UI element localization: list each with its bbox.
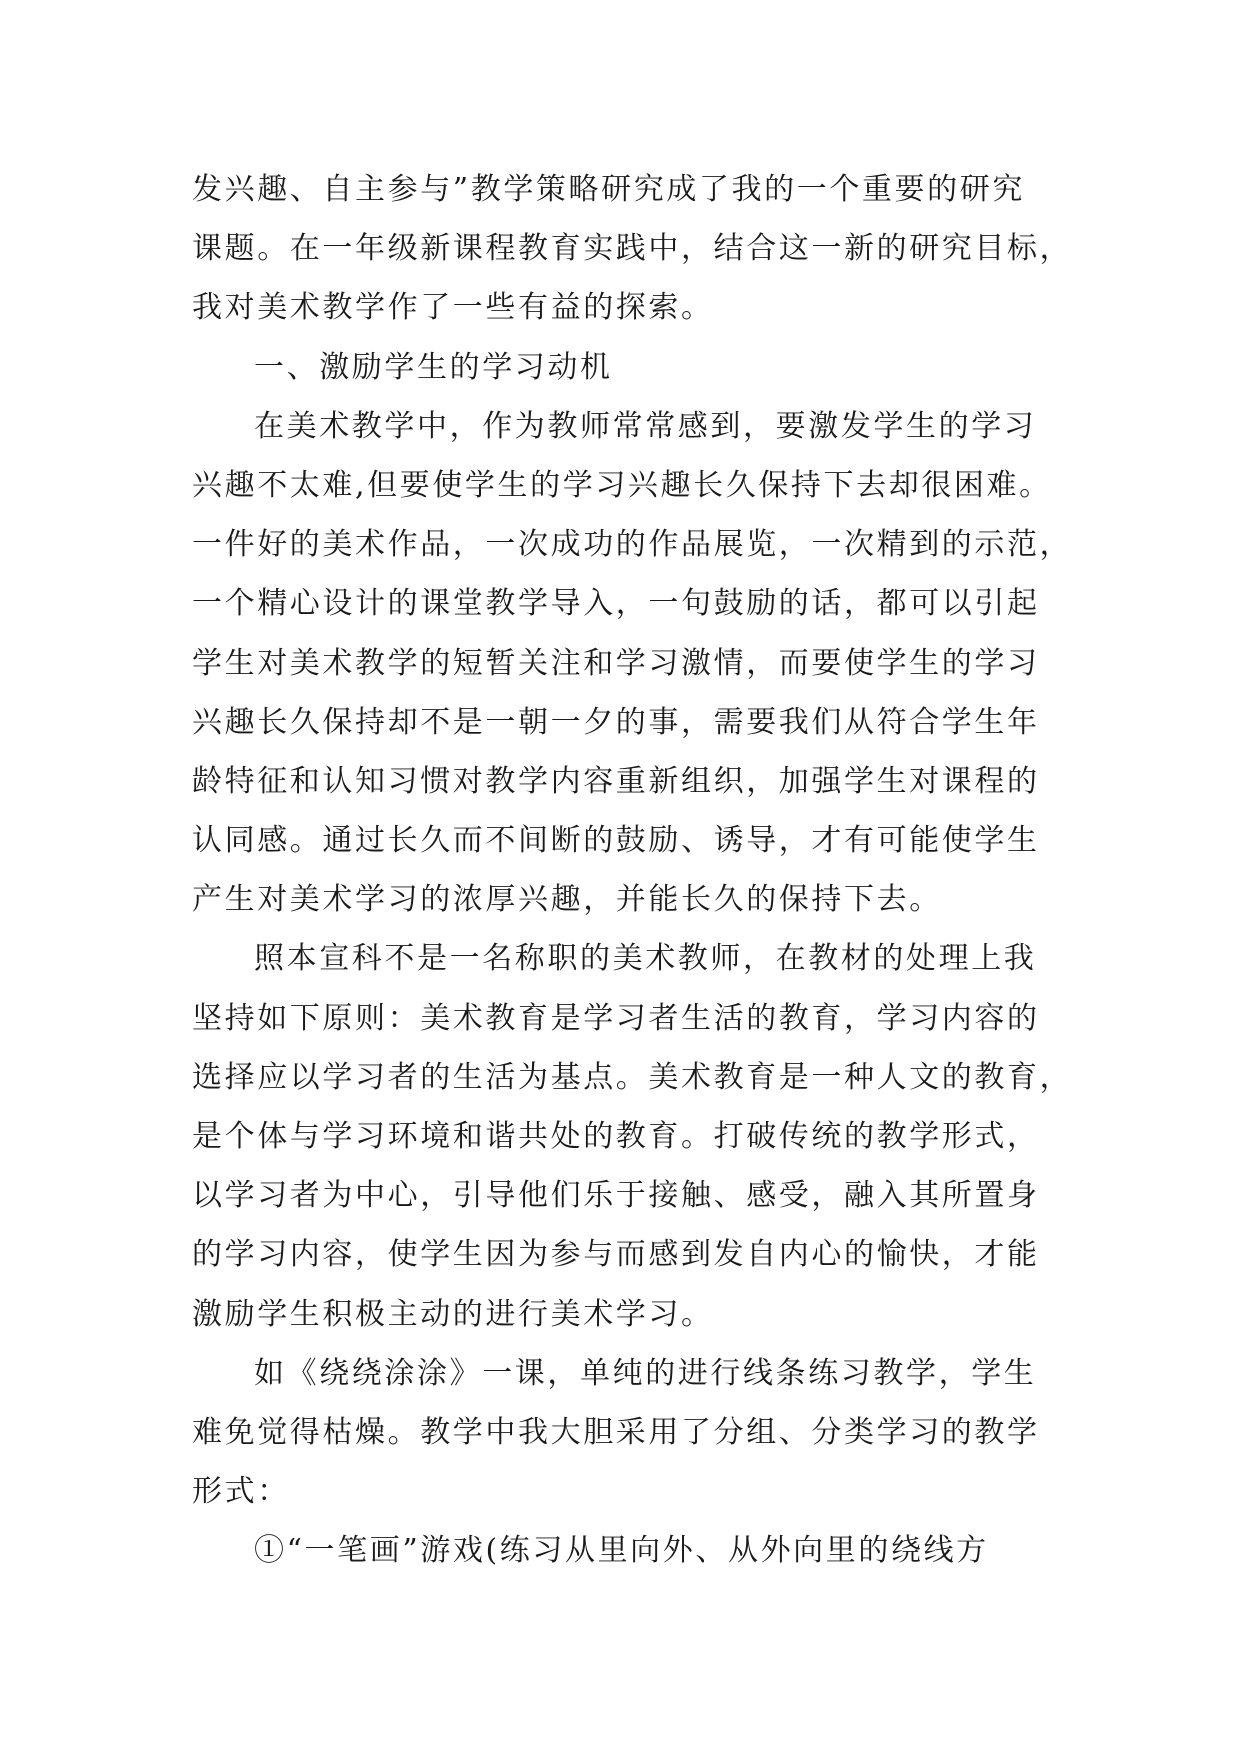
text-line: 龄特征和认知习惯对教学内容重新组织，加强学生对课程的 xyxy=(192,763,1040,799)
text-line: 兴趣长久保持却不是一朝一夕的事，需要我们从符合学生年 xyxy=(192,704,1040,740)
text-line: 在美术教学中，作为教师常常感到，要激发学生的学习 xyxy=(254,408,1037,444)
text-line: 课题。在一年级新课程教育实践中，结合这一新的研究目标， xyxy=(192,231,1073,267)
text-line: 以学习者为中心，引导他们乐于接触、感受，融入其所置身 xyxy=(192,1178,1040,1214)
text-line: 坚持如下原则：美术教育是学习者生活的教育，学习内容的 xyxy=(192,1000,1040,1036)
text-line: 难免觉得枯燥。教学中我大胆采用了分组、分类学习的教学 xyxy=(192,1414,1040,1450)
text-line: 一件好的美术作品，一次成功的作品展览，一次精到的示范， xyxy=(192,527,1073,563)
text-line: 兴趣不太难,但要使学生的学习兴趣长久保持下去却很困难。 xyxy=(192,467,1052,503)
text-line: 选择应以学习者的生活为基点。美术教育是一种人文的教育， xyxy=(192,1059,1073,1095)
text-line: 是个体与学习环境和谐共处的教育。打破传统的教学形式， xyxy=(192,1119,1040,1154)
text-line: 的学习内容，使学生因为参与而感到发自内心的愉快，才能 xyxy=(192,1237,1040,1273)
section-heading: 一、激励学生的学习动机 xyxy=(254,349,613,385)
text-line: 如《绕绕涂涂》一课，单纯的进行线条练习教学，学生 xyxy=(254,1355,1037,1391)
list-item: ①“一笔画”游戏(练习从里向外、从外向里的绕线方 xyxy=(254,1533,989,1569)
text-line: 学生对美术教学的短暂关注和学习激情，而要使学生的学习 xyxy=(192,645,1040,681)
text-line: 激励学生积极主动的进行美术学习。 xyxy=(192,1296,714,1332)
text-line: 我对美术教学作了一些有益的探索。 xyxy=(192,290,714,326)
text-line: 形式： xyxy=(192,1474,290,1510)
text-line: 认同感。通过长久而不间断的鼓励、诱导，才有可能使学生 xyxy=(192,823,1040,859)
text-line: 照本宣科不是一名称职的美术教师，在教材的处理上我 xyxy=(254,941,1037,977)
body-text xyxy=(192,160,1072,1581)
text-line: 产生对美术学习的浓厚兴趣，并能长久的保持下去。 xyxy=(192,882,942,918)
text-line: 一个精心设计的课堂教学导入，一句鼓励的话，都可以引起 xyxy=(192,586,1040,622)
text-line: 发兴趣、自主参与”教学策略研究成了我的一个重要的研究 xyxy=(192,172,1025,207)
